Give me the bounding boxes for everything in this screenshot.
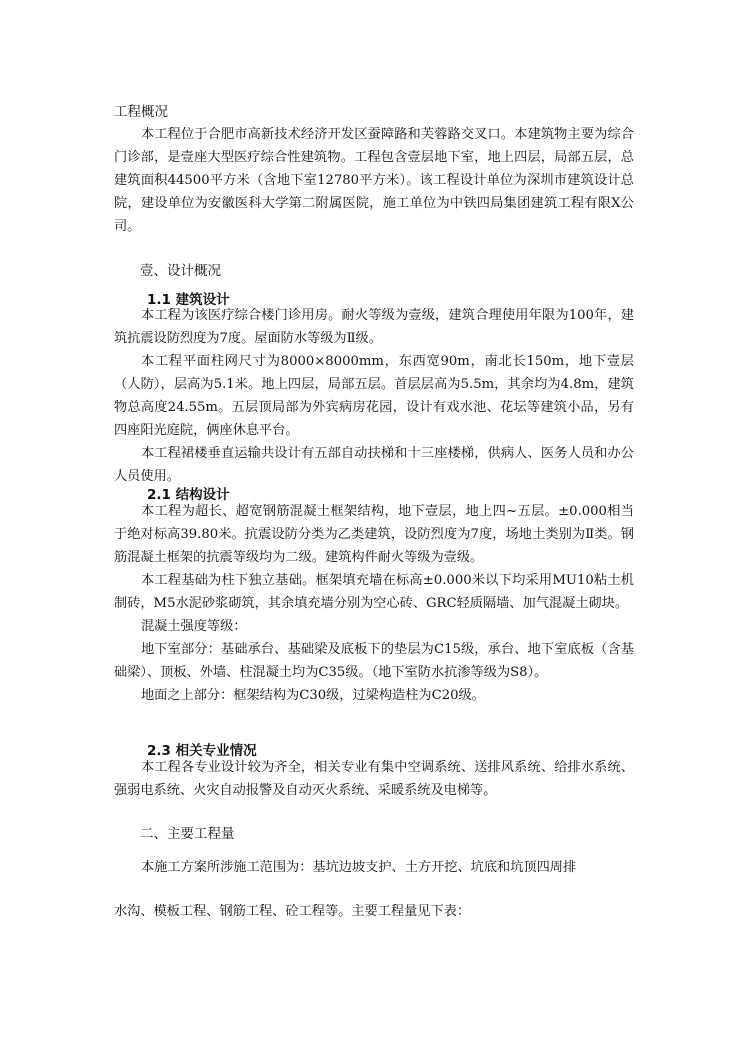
s2-line-2: 水沟、模板工程、钢筋工程、砼工程等。主要工程量见下表： [114,904,471,919]
s23-paragraph-1: 本工程各专业设计较为齐全，相关专业有集中空调系统、送排风系统、给排水系统、强弱电系统、火灾自动报警及自动灭火系统、采暖系统及电梯等。 [114,760,634,798]
s21-block [114,500,634,707]
intro-paragraph: 本工程位于合肥市高新技术经济开发区蚕障路和芙蓉路交叉口。本建筑物主要为综合门诊部，是壹座大型医疗综合性建筑物。工程包含壹层地下室，地上四层，局部五层，总建筑面积44500平方米（含地下室12780平方米）。该工程设计单位为深圳市建筑设计总院，建设单位为安徽医科大学第二附属医院，施工单位为中铁四局集团建筑工程有限X公司。 [114,127,634,234]
section2-heading: 二、主要工程量 [140,826,235,842]
s11-paragraph-3: 本工程裙楼垂直运输共设计有五部自动扶梯和十三座楼梯，供病人、医务人员和办公人员使用。 [114,446,634,484]
s21-paragraph-1: 本工程为超长、超宽钢筋混凝土框架结构，地下壹层，地上四~五层。±0.000相当于绝对标高39.80米。抗震设防分类为乙类建筑，设防烈度为7度，场地土类别为Ⅱ类。钢筋混凝土框架的抗震等级均为二级。建筑构件耐火等级为壹级。 [114,504,634,565]
doc-title: 工程概况 [114,104,168,120]
s11-paragraph-2: 本工程平面柱网尺寸为8000×8000mm，东西宽90m，南北长150m，地下壹层（人防），层高为5.1米。地上四层，局部五层。首层层高为5.5m，其余均为4.8m，建筑物总高度24.55m。五层顶局部为外宾病房花园，设计有戏水池、花坛等建筑小品，另有四座阳光庭院，俩座休息平台。 [114,354,634,438]
s23-title: 2.3 相关专业情况 [147,743,257,759]
s21-paragraph-3: 混凝土强度等级： [141,619,247,634]
intro-block [114,123,634,238]
s2-line-1-block [114,856,634,879]
s21-title: 2.1 结构设计 [147,487,230,503]
s2-line-1: 本施工方案所涉施工范围为：基坑边坡支护、土方开挖、坑底和坑顶四周排 [141,860,577,875]
s21-paragraph-2: 本工程基础为柱下独立基础。框架填充墙在标高±0.000米以下均采用MU10粘土机制砖，M5水泥砂浆砌筑，其余填充墙分别为空心砖、GRC轻质隔墙、加气混凝土砌块。 [114,573,634,611]
s11-paragraph-1: 本工程为该医疗综合楼门诊用房。耐火等级为壹级，建筑合理使用年限为100年，建筑抗震设防烈度为7度。屋面防水等级为Ⅱ级。 [114,308,634,346]
s21-paragraph-5: 地面之上部分：框架结构为C30级，过梁构造柱为C20级。 [141,688,485,703]
s11-block [114,304,634,488]
s2-line-2-block [114,900,634,923]
s23-block [114,756,634,802]
s21-paragraph-4: 地下室部分：基础承台、基础梁及底板下的垫层为C15级，承台、地下室底板（含基础梁）、顶板、外墙、柱混凝土均为C35级。（地下室防水抗渗等级为S8）。 [114,642,634,680]
section1-heading: 壹、设计概况 [140,263,221,279]
s11-title: 1.1 建筑设计 [147,292,230,308]
